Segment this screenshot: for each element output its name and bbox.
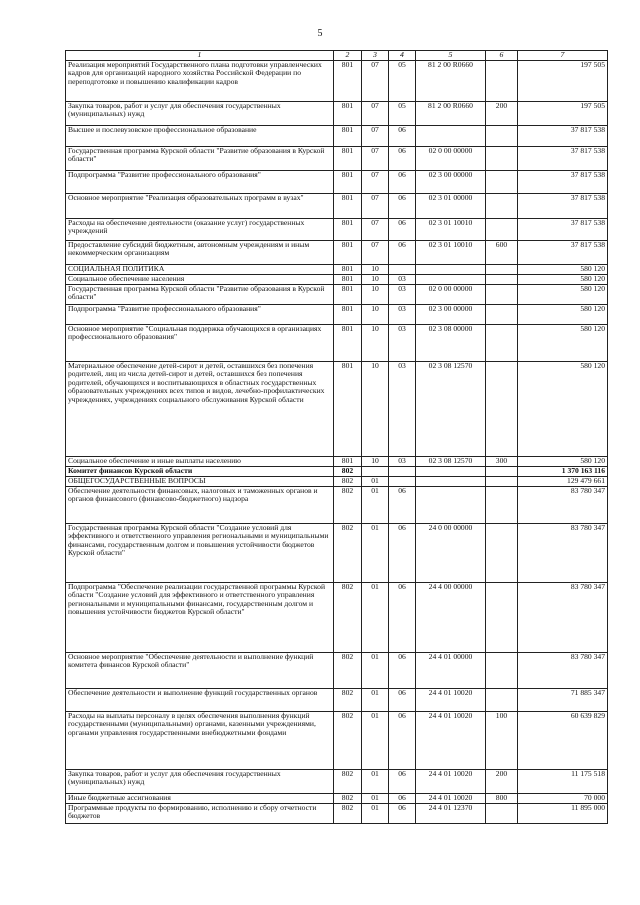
amount: 580 120 (518, 264, 608, 274)
expense-type-code (486, 125, 518, 146)
table-row (66, 688, 608, 711)
ministry-code: 802 (334, 466, 362, 476)
ministry-code: 801 (334, 284, 362, 304)
amount: 580 120 (518, 304, 608, 324)
ministry-code: 801 (334, 125, 362, 146)
target-article-code: 02 3 01 10010 (416, 240, 486, 264)
row-name: Обеспечение деятельности и выполнение функций государственных органов (66, 688, 334, 711)
subsection-code: 06 (389, 125, 416, 146)
section-code: 07 (362, 193, 389, 218)
expense-type-code: 800 (486, 793, 518, 803)
row-name: Предоставление субсидий бюджетным, автономным учреждениям и иным некоммерческим организациям (66, 240, 334, 264)
table-row (66, 711, 608, 769)
target-article-code: 02 3 01 00000 (416, 193, 486, 218)
amount: 37 817 538 (518, 170, 608, 193)
subsection-code (389, 466, 416, 476)
subsection-code: 06 (389, 711, 416, 769)
amount: 129 479 661 (518, 476, 608, 486)
ministry-code: 801 (334, 170, 362, 193)
section-code: 01 (362, 769, 389, 793)
amount: 37 817 538 (518, 240, 608, 264)
amount: 197 505 (518, 101, 608, 125)
target-article-code: 02 0 00 00000 (416, 146, 486, 170)
section-code: 07 (362, 218, 389, 240)
table-row (66, 284, 608, 304)
ministry-code: 801 (334, 361, 362, 456)
subsection-code: 03 (389, 361, 416, 456)
table-row (66, 101, 608, 125)
amount: 197 505 (518, 60, 608, 101)
expense-type-code (486, 486, 518, 523)
subsection-code: 06 (389, 523, 416, 582)
section-code: 07 (362, 170, 389, 193)
budget-table (65, 50, 608, 824)
amount: 580 120 (518, 324, 608, 361)
target-article-code: 02 0 00 00000 (416, 284, 486, 304)
row-name: Подпрограмма "Развитие профессионального образования" (66, 304, 334, 324)
ministry-code: 801 (334, 274, 362, 284)
target-article-code: 02 3 00 00000 (416, 170, 486, 193)
expense-type-code (486, 652, 518, 688)
target-article-code: 24 0 00 00000 (416, 523, 486, 582)
row-name: Подпрограмма "Развитие профессионального образования" (66, 170, 334, 193)
table-row (66, 324, 608, 361)
expense-type-code (486, 476, 518, 486)
expense-type-code (486, 304, 518, 324)
row-name: Подпрограмма "Обеспечение реализации государственной программы Курской области "Создание условий для эффективного и ответственного управления региональными и муниципальными финансами, государственным долгом и повышения устойчивости бюджетов Курской области" (66, 582, 334, 652)
ministry-code: 802 (334, 523, 362, 582)
subsection-code: 03 (389, 456, 416, 466)
table-row (66, 304, 608, 324)
row-name: Государственная программа Курской области "Развитие образования в Курской области" (66, 146, 334, 170)
expense-type-code (486, 361, 518, 456)
target-article-code: 24 4 01 10020 (416, 711, 486, 769)
table-row (66, 60, 608, 101)
ministry-code: 802 (334, 711, 362, 769)
section-code: 01 (362, 803, 389, 823)
section-code: 10 (362, 274, 389, 284)
table-row (66, 264, 608, 274)
table-row (66, 193, 608, 218)
subsection-code: 06 (389, 146, 416, 170)
ministry-code: 801 (334, 264, 362, 274)
column-number-3: 3 (362, 51, 389, 61)
amount: 37 817 538 (518, 125, 608, 146)
target-article-code: 02 3 01 10010 (416, 218, 486, 240)
table-row (66, 793, 608, 803)
expense-type-code: 600 (486, 240, 518, 264)
subsection-code (389, 264, 416, 274)
section-code: 01 (362, 711, 389, 769)
target-article-code (416, 125, 486, 146)
amount: 11 175 518 (518, 769, 608, 793)
ministry-code: 801 (334, 218, 362, 240)
target-article-code: 02 3 08 12570 (416, 361, 486, 456)
amount: 37 817 538 (518, 146, 608, 170)
target-article-code (416, 264, 486, 274)
expense-type-code (486, 284, 518, 304)
row-name: Государственная программа Курской области "Создание условий для эффективного и ответственного управления региональными и муниципальными финансами, государственным долгом и повышения устойчивости бюджетов Курской области" (66, 523, 334, 582)
ministry-code: 802 (334, 476, 362, 486)
target-article-code: 24 4 01 10020 (416, 793, 486, 803)
section-code: 10 (362, 361, 389, 456)
table-row (66, 240, 608, 264)
row-name: Расходы на выплаты персоналу в целях обеспечения выполнения функций государственными (муниципальными) органами, казенными учреждениями, органами управления государственными внебюджетными фондами (66, 711, 334, 769)
table-row (66, 769, 608, 793)
ministry-code: 801 (334, 101, 362, 125)
page-number: 5 (317, 28, 323, 39)
subsection-code: 06 (389, 486, 416, 523)
expense-type-code (486, 803, 518, 823)
column-number-1: 1 (66, 51, 334, 61)
amount: 83 780 347 (518, 652, 608, 688)
expense-type-code (486, 146, 518, 170)
row-name: Основное мероприятие "Социальная поддержка обучающихся в организациях профессионального образования" (66, 324, 334, 361)
ministry-code: 801 (334, 240, 362, 264)
table-row (66, 170, 608, 193)
section-code: 07 (362, 146, 389, 170)
amount: 37 817 538 (518, 218, 608, 240)
expense-type-code (486, 523, 518, 582)
section-code: 01 (362, 652, 389, 688)
section-code: 07 (362, 60, 389, 101)
section-code: 10 (362, 264, 389, 274)
expense-type-code (486, 274, 518, 284)
target-article-code: 02 3 08 00000 (416, 324, 486, 361)
expense-type-code (486, 466, 518, 476)
amount: 1 370 163 116 (518, 466, 608, 476)
table-row (66, 146, 608, 170)
row-name: Закупка товаров, работ и услуг для обеспечения государственных (муниципальных) нужд (66, 769, 334, 793)
section-code: 01 (362, 523, 389, 582)
column-number-2: 2 (334, 51, 362, 61)
row-name: Закупка товаров, работ и услуг для обеспечения государственных (муниципальных) нужд (66, 101, 334, 125)
section-code: 10 (362, 304, 389, 324)
target-article-code: 02 3 08 12570 (416, 456, 486, 466)
expense-type-code: 300 (486, 456, 518, 466)
section-code: 01 (362, 688, 389, 711)
section-code: 10 (362, 284, 389, 304)
subsection-code: 03 (389, 274, 416, 284)
table-row (66, 582, 608, 652)
row-name: Высшее и послевузовское профессиональное образование (66, 125, 334, 146)
expense-type-code (486, 582, 518, 652)
ministry-code: 801 (334, 324, 362, 361)
ministry-code: 802 (334, 803, 362, 823)
table-header-row (66, 51, 608, 61)
section-code: 10 (362, 456, 389, 466)
expense-type-code (486, 688, 518, 711)
subsection-code: 05 (389, 60, 416, 101)
expense-type-code: 100 (486, 711, 518, 769)
expense-type-code (486, 170, 518, 193)
amount: 580 120 (518, 456, 608, 466)
row-name: Расходы на обеспечение деятельности (оказание услуг) государственных учреждений (66, 218, 334, 240)
row-name: ОБЩЕГОСУДАРСТВЕННЫЕ ВОПРОСЫ (66, 476, 334, 486)
row-name: СОЦИАЛЬНАЯ ПОЛИТИКА (66, 264, 334, 274)
section-code: 01 (362, 793, 389, 803)
target-article-code: 24 4 01 10020 (416, 688, 486, 711)
amount: 11 895 000 (518, 803, 608, 823)
target-article-code (416, 274, 486, 284)
expense-type-code (486, 193, 518, 218)
column-number-5: 5 (416, 51, 486, 61)
section-code (362, 466, 389, 476)
row-name: Программные продукты по формированию, исполнению и сбору отчетности бюджетов (66, 803, 334, 823)
column-number-7: 7 (518, 51, 608, 61)
table-row (66, 274, 608, 284)
column-number-6: 6 (486, 51, 518, 61)
target-article-code: 81 2 00 R0660 (416, 101, 486, 125)
expense-type-code: 200 (486, 769, 518, 793)
ministry-code: 802 (334, 688, 362, 711)
section-code: 07 (362, 125, 389, 146)
ministry-code: 801 (334, 60, 362, 101)
table-row (66, 652, 608, 688)
subsection-code: 06 (389, 582, 416, 652)
table-row (66, 476, 608, 486)
table-row (66, 523, 608, 582)
subsection-code: 06 (389, 218, 416, 240)
expense-type-code (486, 218, 518, 240)
table-row (66, 466, 608, 476)
section-code: 01 (362, 486, 389, 523)
ministry-code: 801 (334, 146, 362, 170)
amount: 580 120 (518, 274, 608, 284)
section-code: 07 (362, 101, 389, 125)
table-row (66, 486, 608, 523)
ministry-code: 802 (334, 769, 362, 793)
row-name: Социальное обеспечение населения (66, 274, 334, 284)
table-row (66, 456, 608, 466)
target-article-code: 81 2 00 R0660 (416, 60, 486, 101)
table-row (66, 803, 608, 823)
amount: 580 120 (518, 284, 608, 304)
row-name: Реализация мероприятий Государственного плана подготовки управленческих кадров для организаций народного хозяйства Российской Федерации по переподготовке и повышению квалификации кадров (66, 60, 334, 101)
expense-type-code (486, 60, 518, 101)
target-article-code: 24 4 01 00000 (416, 652, 486, 688)
expense-type-code (486, 264, 518, 274)
section-code: 07 (362, 240, 389, 264)
budget-table-body (66, 51, 608, 824)
ministry-code: 801 (334, 304, 362, 324)
amount: 70 000 (518, 793, 608, 803)
table-row (66, 125, 608, 146)
section-code: 01 (362, 582, 389, 652)
amount: 580 120 (518, 361, 608, 456)
section-code: 01 (362, 476, 389, 486)
ministry-code: 802 (334, 582, 362, 652)
subsection-code: 06 (389, 240, 416, 264)
ministry-code: 801 (334, 193, 362, 218)
row-name: Основное мероприятие "Реализация образовательных программ в вузах" (66, 193, 334, 218)
subsection-code: 06 (389, 769, 416, 793)
ministry-code: 802 (334, 486, 362, 523)
table-row (66, 361, 608, 456)
ministry-code: 802 (334, 652, 362, 688)
target-article-code (416, 466, 486, 476)
table-row (66, 218, 608, 240)
target-article-code (416, 476, 486, 486)
target-article-code: 02 3 00 00000 (416, 304, 486, 324)
subsection-code: 03 (389, 304, 416, 324)
ministry-code: 801 (334, 456, 362, 466)
expense-type-code (486, 324, 518, 361)
row-name: Материальное обеспечение детей-сирот и детей, оставшихся без попечения родителей, лиц из числа детей-сирот и детей, оставшихся без попечения родителей, обучающихся и воспитывающихся в областных государственных образовательных учреждениях всех типов и видов, лечебно-профилактических учреждениях, учреждениях социального обслуживания Курской области (66, 361, 334, 456)
subsection-code: 06 (389, 688, 416, 711)
amount: 71 885 347 (518, 688, 608, 711)
row-name: Основное мероприятие "Обеспечение деятельности и выполнение функций комитета финансов Курской области" (66, 652, 334, 688)
column-number-4: 4 (389, 51, 416, 61)
subsection-code: 03 (389, 284, 416, 304)
expense-type-code: 200 (486, 101, 518, 125)
subsection-code (389, 476, 416, 486)
amount: 37 817 538 (518, 193, 608, 218)
target-article-code: 24 4 00 00000 (416, 582, 486, 652)
subsection-code: 06 (389, 193, 416, 218)
row-name: Обеспечение деятельности финансовых, налоговых и таможенных органов и органов финансового (финансово-бюджетного) надзора (66, 486, 334, 523)
row-name: Комитет финансов Курской области (66, 466, 334, 476)
row-name: Иные бюджетные ассигнования (66, 793, 334, 803)
amount: 83 780 347 (518, 523, 608, 582)
target-article-code (416, 486, 486, 523)
ministry-code: 802 (334, 793, 362, 803)
amount: 60 639 829 (518, 711, 608, 769)
subsection-code: 03 (389, 324, 416, 361)
section-code: 10 (362, 324, 389, 361)
subsection-code: 06 (389, 652, 416, 688)
amount: 83 780 347 (518, 486, 608, 523)
subsection-code: 05 (389, 101, 416, 125)
target-article-code: 24 4 01 12370 (416, 803, 486, 823)
target-article-code: 24 4 01 10020 (416, 769, 486, 793)
amount: 83 780 347 (518, 582, 608, 652)
row-name: Социальное обеспечение и иные выплаты населению (66, 456, 334, 466)
subsection-code: 06 (389, 170, 416, 193)
row-name: Государственная программа Курской области "Развитие образования в Курской области" (66, 284, 334, 304)
subsection-code: 06 (389, 793, 416, 803)
subsection-code: 06 (389, 803, 416, 823)
